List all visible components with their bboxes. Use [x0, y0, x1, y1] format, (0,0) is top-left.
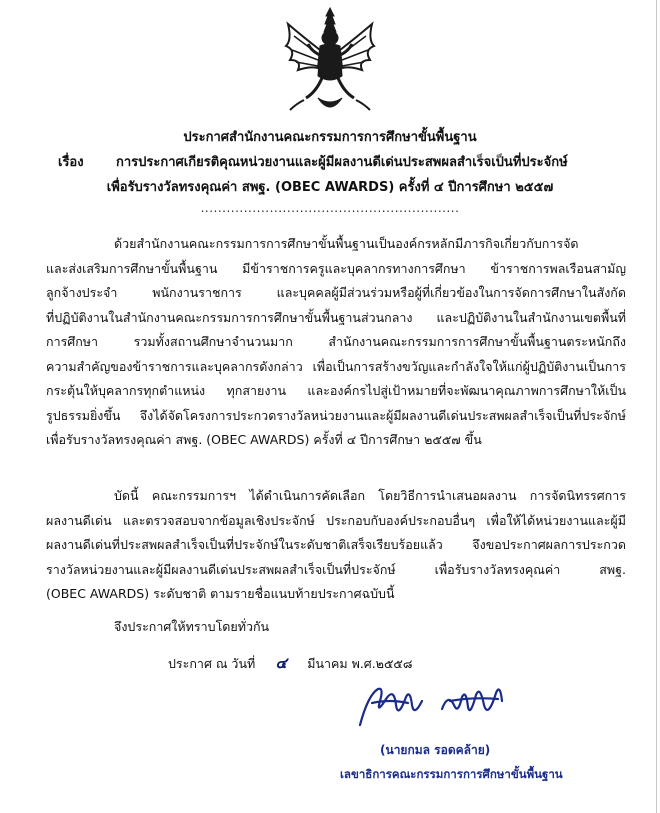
handwritten-signature: [350, 675, 520, 735]
subject-text: การประกาศเกียรติคุณหน่วยงานและผู้มีผลงานดีเด่นประสพผลสำเร็จเป็นที่ประจักษ์: [116, 155, 568, 170]
paragraph-line: ผลงานดีเด่น และตรวจสอบจากข้อมูลเชิงประจักษ์ ประกอบกับองค์ประกอบอื่นๆ เพื่อให้ได้หน่วยงานและผู้มี: [46, 512, 626, 528]
paragraph-line: รูปธรรมยิ่งขึ้น จึงได้จัดโครงการประกวดรางวัลหน่วยงานและผู้มีผลงานดีเด่นประสพผลสำเร็จเป็นที่ประจักษ์: [46, 407, 626, 423]
paragraph-line: เพื่อรับรางวัลทรงคุณค่า สพฐ. (OBEC AWARDS) ครั้งที่ ๔ ปีการศึกษา ๒๕๕๗ ขึ้น: [46, 432, 482, 447]
paragraph-1: [46, 232, 626, 453]
paragraph-line: (OBEC AWARDS) ระดับชาติ ตามรายชื่อแนบท้ายประกาศฉบับนี้: [46, 586, 395, 601]
announcement-subject-line2: เพื่อรับรางวัลทรงคุณค่า สพฐ. (OBEC AWARDS) ครั้งที่ ๔ ปีการศึกษา ๒๕๕๗: [106, 180, 554, 195]
garuda-emblem-icon: [282, 6, 378, 122]
paragraph-line: ที่ปฏิบัติงานในสำนักงานคณะกรรมการการศึกษาขั้นพื้นฐานส่วนกลาง และปฏิบัติงานในสำนักงานเขตพื้นที่: [46, 309, 626, 325]
header-divider: ............................................................: [200, 201, 460, 215]
announcement-subject: [58, 151, 658, 172]
paragraph-line: ลูกจ้างประจำ พนักงานราชการ และบุคคลผู้มีส่วนร่วมหรือผู้ที่เกี่ยวข้องในการจัดการศึกษาในสังกัด: [46, 285, 626, 300]
paragraph-line: ความสำคัญของข้าราชการและบุคลากรดังกล่าว เพื่อเป็นการสร้างขวัญและกำลังใจให้แก่ผู้ปฏิบัติงานเป็นการ: [46, 358, 626, 374]
date-day: ๔: [275, 654, 287, 672]
paragraph-2: [46, 484, 626, 607]
paragraph-line: ผลงานดีเด่นที่ประสพผลสำเร็จเป็นที่ประจักษ์ในระดับชาติเสร็จเรียบร้อยแล้ว จึงขอประกาศผลการประกวด: [46, 537, 626, 552]
date-month-year: มีนาคม พ.ศ.๒๕๕๘: [307, 656, 413, 671]
paragraph-line: และส่งเสริมการศึกษาขั้นพื้นฐาน มีข้าราชการครูและบุคลากรทางการศึกษา ข้าราชการพลเรือนสามัญ: [46, 260, 626, 276]
closing-sentence: จึงประกาศให้ทราบโดยทั่วกัน: [114, 619, 270, 634]
paragraph-line: บัดนี้ คณะกรรมการฯ ได้ดำเนินการคัดเลือก โดยวิธีการนำเสนอผลงาน การจัดนิทรรศการ: [114, 488, 626, 503]
paragraph-line: ด้วยสำนักงานคณะกรรมการการศึกษาขั้นพื้นฐานเป็นองค์กรหลักมีภารกิจเกี่ยวกับการจัด: [114, 236, 579, 251]
date-prefix: ประกาศ ณ วันที่: [168, 656, 256, 671]
subject-label: เรื่อง: [58, 155, 84, 170]
paragraph-3: [46, 615, 626, 640]
announcement-title: ประกาศสำนักงานคณะกรรมการการศึกษาขั้นพื้นฐาน: [183, 130, 477, 145]
paragraph-line: รางวัลหน่วยงานและผู้มีผลงานดีเด่นประสพผลสำเร็จเป็นที่ประจักษ์ เพื่อรับรางวัลทรงคุณค่า สพฐ.: [46, 561, 626, 577]
paragraph-line: การศึกษา รวมทั้งสถานศึกษาจำนวนมาก สำนักงานคณะกรรมการการศึกษาขั้นพื้นฐานตระหนักถึง: [46, 334, 626, 349]
signer-title: เลขาธิการคณะกรรมการการศึกษาขั้นพื้นฐาน: [340, 767, 563, 781]
signer-name: (นายกมล รอดคล้าย): [380, 743, 491, 757]
page-edge: [656, 0, 657, 813]
announcement-date: [168, 651, 413, 675]
paragraph-line: กระตุ้นให้บุคลากรทุกตำแหน่ง ทุกสายงาน และองค์กรไปสู่เป้าหมายที่จะพัฒนาคุณภาพการศึกษาให้เป็น: [46, 383, 626, 398]
